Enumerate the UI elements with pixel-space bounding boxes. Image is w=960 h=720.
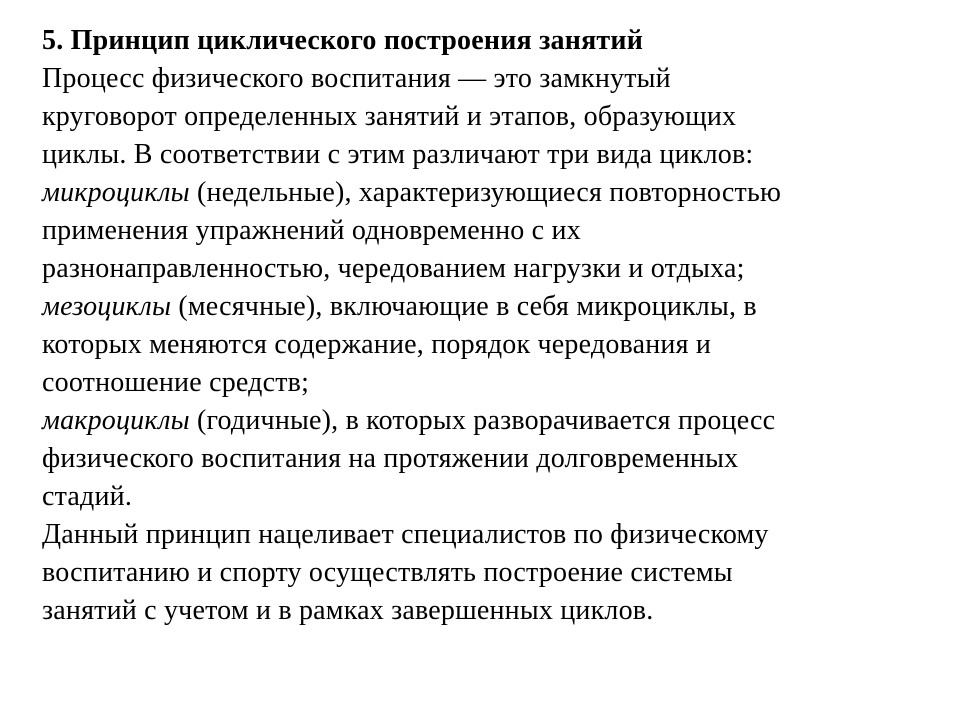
- text-run: Процесс физического воспитания — это замкнутый: [42, 63, 671, 94]
- text-line: [42, 326, 930, 364]
- text-run: разнонаправленностью, чередованием нагрузки и отдыха;: [42, 253, 745, 284]
- text-line: [42, 60, 930, 98]
- text-run: 5. Принцип циклического построения занятий: [42, 25, 644, 56]
- text-line: [42, 554, 930, 592]
- text-run: (недельные), характеризующиеся повторностью: [189, 177, 782, 208]
- text-line: [42, 516, 930, 554]
- text-line: [42, 98, 930, 136]
- text-run: макроциклы: [42, 405, 190, 436]
- text-line: [42, 212, 930, 250]
- text-line: [42, 22, 930, 60]
- text-line: [42, 136, 930, 174]
- text-line: [42, 174, 930, 212]
- text-run: занятий с учетом и в рамках завершенных циклов.: [42, 595, 654, 626]
- text-run: Данный принцип нацеливает специалистов по физическому: [42, 519, 769, 550]
- text-line: [42, 478, 930, 516]
- text-run: круговорот определенных занятий и этапов, образующих: [42, 101, 737, 132]
- text-run: (месячные), включающие в себя микроциклы, в: [171, 291, 757, 322]
- text-line: [42, 250, 930, 288]
- text-run: соотношение средств;: [42, 367, 310, 398]
- text-run: которых меняются содержание, порядок чередования и: [42, 329, 712, 360]
- text-run: мезоциклы: [42, 291, 172, 322]
- text-line: [42, 288, 930, 326]
- text-run: циклы. В соответствии с этим различают три вида циклов:: [42, 139, 754, 170]
- text-line: [42, 364, 930, 402]
- text-line: [42, 402, 930, 440]
- text-run: стадий.: [42, 481, 133, 512]
- text-line: [42, 592, 930, 630]
- text-block: [42, 22, 930, 630]
- text-run: физического воспитания на протяжении долговременных: [42, 443, 739, 474]
- text-line: [42, 440, 930, 478]
- text-run: воспитанию и спорту осуществлять построение системы: [42, 557, 733, 588]
- text-run: микроциклы: [42, 177, 190, 208]
- text-run: (годичные), в которых разворачивается процесс: [189, 405, 776, 436]
- text-run: применения упражнений одновременно с их: [42, 215, 581, 246]
